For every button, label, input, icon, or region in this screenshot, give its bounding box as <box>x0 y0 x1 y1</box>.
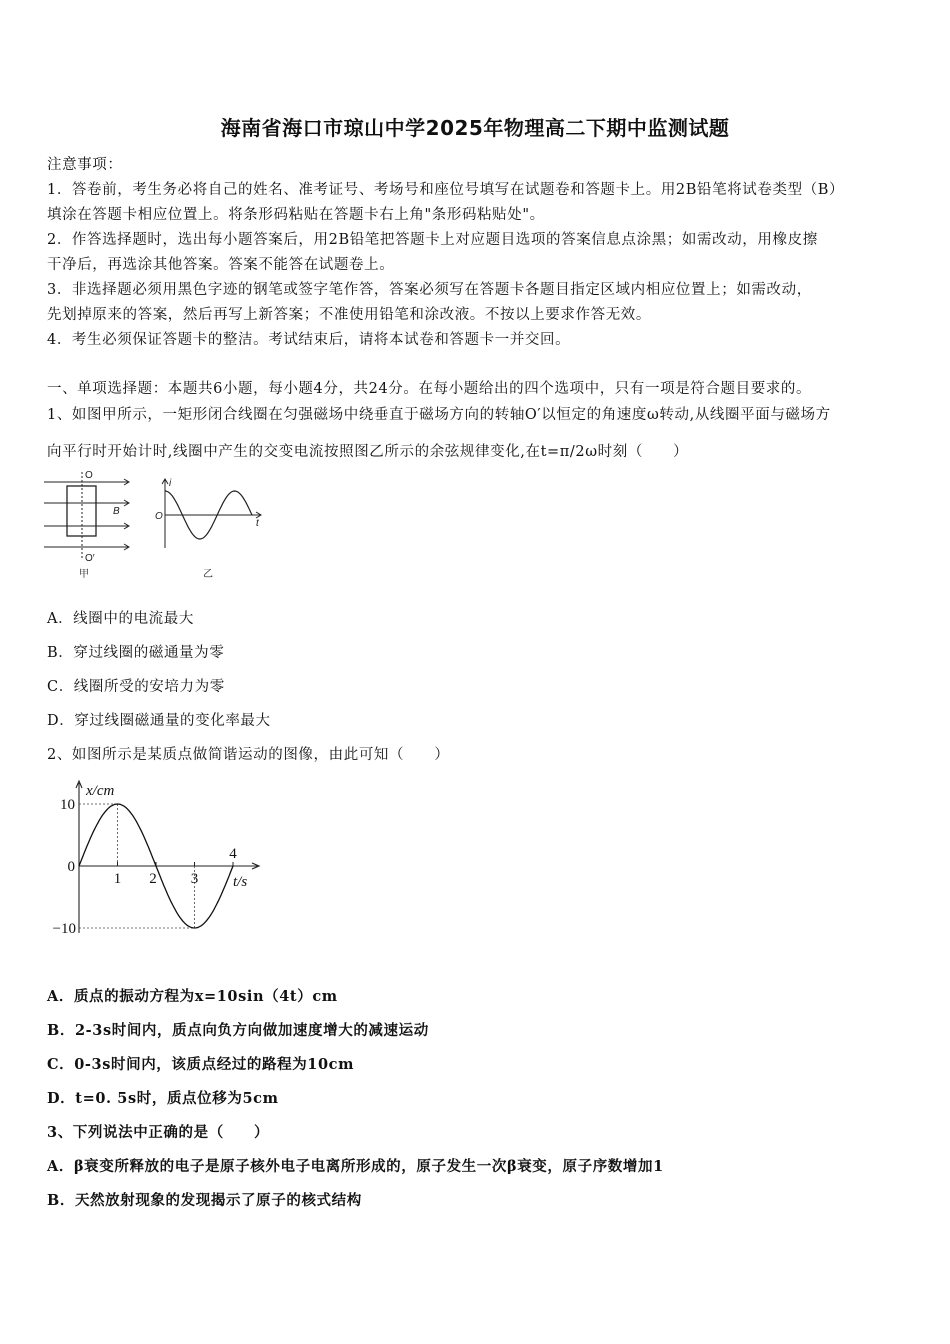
q3-option-b: B．天然放射现象的发现揭示了原子的核式结构 <box>47 1192 362 1209</box>
field-label-b: B <box>113 506 120 517</box>
axis-label-t: t <box>256 518 259 529</box>
q1-option-a: A．线圈中的电流最大 <box>47 611 194 627</box>
notice-heading: 注意事项： <box>47 157 123 173</box>
x-tick-label: 2 <box>149 871 157 887</box>
x-axis-label: t/s <box>233 874 248 890</box>
q1-figure <box>40 468 280 584</box>
notice-line: 2．作答选择题时，选出每小题答案后，用2B铅笔把答题卡上对应题目选项的答案信息点涂黑；如需改动，用橡皮擦 <box>47 232 818 248</box>
y-tick-label: −10 <box>52 921 76 937</box>
notice-line: 填涂在答题卡相应位置上。将条形码粘贴在答题卡右上角"条形码粘贴处"。 <box>47 207 545 223</box>
q3-stem: 3、下列说法中正确的是（ ） <box>47 1124 270 1141</box>
x-tick-label: 4 <box>229 846 237 862</box>
y-tick-label: 0 <box>67 859 75 875</box>
q1-option-c: C．线圈所受的安培力为零 <box>47 679 225 695</box>
q1-figure-yi <box>162 479 261 548</box>
q2-chart <box>40 775 270 945</box>
q3-option-a: A．β衰变所释放的电子是原子核外电子电离所形成的，原子发生一次β衰变，原子序数增加1 <box>47 1158 664 1175</box>
y-tick-label: 10 <box>60 797 75 813</box>
q2-option-d: D．t=0. 5s时，质点位移为5cm <box>47 1090 279 1107</box>
page-title: 海南省海口市琼山中学2025年物理高二下期中监测试题 <box>220 116 730 140</box>
q1-option-b: B．穿过线圈的磁通量为零 <box>47 645 225 661</box>
q2-option-a: A．质点的振动方程为x=10sin（4t）cm <box>47 988 338 1005</box>
q1-stem-line1: 1、如图甲所示，一矩形闭合线圈在匀强磁场中绕垂直于磁场方向的转轴O′以恒定的角速度ω转动,从线圈平面与磁场方 <box>47 407 831 423</box>
notice-line: 1．答卷前，考生务必将自己的姓名、准考证号、考场号和座位号填写在试题卷和答题卡上。用2B铅笔将试卷类型（B） <box>47 182 845 198</box>
section-heading: 一、单项选择题：本题共6小题，每小题4分，共24分。在每小题给出的四个选项中，只有一项是符合题目要求的。 <box>47 381 812 397</box>
notice-line: 干净后，再选涂其他答案。答案不能答在试题卷上。 <box>47 257 395 273</box>
axis-label-o-top: O <box>85 470 93 481</box>
figure-label-yi: 乙 <box>203 569 213 580</box>
origin-label: O <box>155 511 163 522</box>
notice-line: 3．非选择题必须用黑色字迹的钢笔或签字笔作答，答案必须写在答题卡各题目指定区域内相应位置上；如需改动， <box>47 282 812 298</box>
q1-stem-line2: 向平行时开始计时,线圈中产生的交变电流按照图乙所示的余弦规律变化,在t=π/2ω时刻（ ） <box>47 444 689 460</box>
notice-line: 4．考生必须保证答题卡的整洁。考试结束后，请将本试卷和答题卡一并交回。 <box>47 332 571 348</box>
axis-label-o-bottom: O′ <box>85 553 95 564</box>
figure-label-jia: 甲 <box>79 569 89 580</box>
y-axis-label: x/cm <box>86 783 115 799</box>
q2-stem: 2、如图所示是某质点做简谐运动的图像，由此可知（ ） <box>47 747 450 763</box>
x-tick-label: 3 <box>190 871 199 887</box>
q2-option-b: B．2-3s时间内，质点向负方向做加速度增大的减速运动 <box>47 1022 429 1039</box>
q1-option-d: D．穿过线圈磁通量的变化率最大 <box>47 713 271 729</box>
axis-label-i: i <box>169 478 172 489</box>
q2-option-c: C．0-3s时间内，该质点经过的路程为10cm <box>47 1056 355 1073</box>
notice-line: 先划掉原来的答案，然后再写上新答案；不准使用铅笔和涂改液。不按以上要求作答无效。 <box>47 307 651 323</box>
x-tick-label: 1 <box>113 871 122 887</box>
